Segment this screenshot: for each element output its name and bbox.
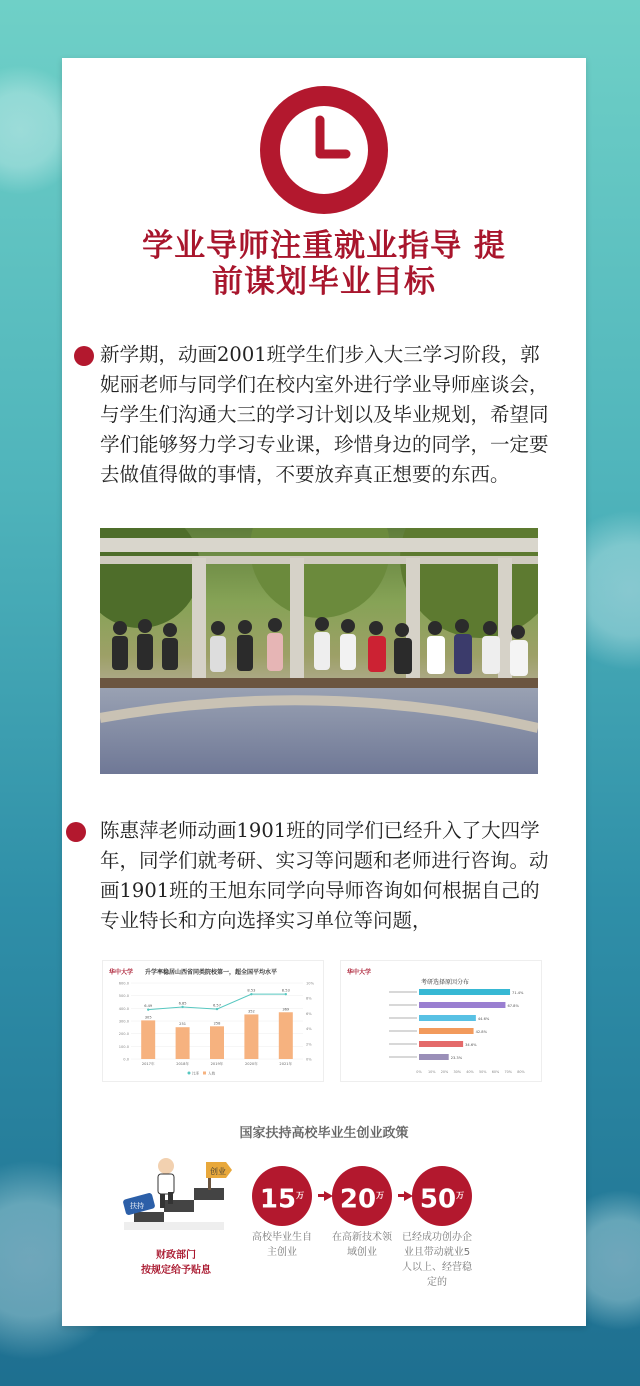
chart-left-y2-tick: 8% [306, 996, 312, 1001]
chart-left-y2-tick: 6% [306, 1011, 312, 1016]
sign-label: 创业 [210, 1167, 226, 1176]
chart-left-logo: 华中大学 [109, 969, 134, 976]
chart-left-bar [141, 1020, 155, 1059]
policy-caption-15: 高校毕业生自主创业 [252, 1232, 312, 1258]
chart-right-x-tick: 30% [453, 1070, 462, 1074]
policy-left-caption-line-2: 按规定给予贴息 [141, 1265, 211, 1276]
chart-left-line-point [147, 1008, 149, 1010]
chart-left-bar-label: 352 [247, 1009, 255, 1014]
policy-caption-50: 已经成功创办企业且带动就业5人以上、经营稳定的 [402, 1232, 472, 1288]
chart-left-line-label: 6.57 [212, 1003, 222, 1008]
chart-left-y2-tick: 0% [306, 1057, 312, 1062]
chart-right-x-tick: 20% [440, 1070, 449, 1074]
bullet-dot-1 [74, 346, 94, 366]
chart-left-line-label: 6.49 [144, 1004, 153, 1009]
paragraph-1: 新学期，动画2001班学生们步入大三学习阶段，郭妮丽老师与同学们在校内室外进行学业导师座谈会，与学生们沟通大三的学习计划以及毕业规划，希望同学们能够努力学习专业课，珍惜身边的同学，一定要去做值得做的事情，不要放弃真正想要的东西。 [100, 343, 549, 486]
policy-amount-15-unit: 万 [296, 1191, 305, 1200]
chart-left-bar [279, 1012, 293, 1059]
chart-left-x-tick: 2017年 [141, 1062, 155, 1066]
chart-right-title: 考研选择原因分布 [421, 979, 470, 986]
chart-right-bar [419, 1041, 463, 1047]
chart-left-bar [244, 1014, 258, 1059]
chart-right-bar-label: 23.3% [450, 1056, 463, 1060]
chart-right-bar [419, 989, 510, 995]
chart-left-title: 升学率稳居山西省同类院校第一，超全国平均水平 [145, 969, 278, 976]
chart-right-x-tick: 40% [466, 1070, 474, 1074]
chart-left-line-point [181, 1006, 183, 1008]
chart-left-y-tick: 200.0 [118, 1032, 129, 1037]
chart-right-bar-label: 44.6% [477, 1017, 490, 1021]
page-title-line-2: 前谋划毕业目标 [212, 264, 436, 300]
chart-left-line-point [216, 1008, 218, 1010]
chart-left-x-tick: 2020年 [245, 1062, 258, 1066]
policy-left-caption-line-1: 财政部门 [156, 1250, 196, 1261]
chart-right-x-tick: 10% [427, 1070, 436, 1074]
chart-left-line-point [250, 993, 252, 995]
photo-outdoor-seminar [100, 528, 538, 774]
chart-left-bar-label: 369 [282, 1007, 290, 1012]
chart-left-line-label: 6.85 [178, 1001, 187, 1006]
chart-left-y-tick: 400.0 [118, 1006, 129, 1011]
content-card [62, 58, 586, 1326]
rock-label: 扶持 [130, 1202, 144, 1210]
policy-amount-20-number: 20 [339, 1184, 377, 1215]
chart-right-bar-label: 34.6% [465, 1043, 477, 1047]
chart-left-line-label: 8.53 [281, 988, 290, 993]
climbing-person-illustration [114, 1152, 234, 1242]
chart-left-bar-label: 305 [144, 1015, 152, 1020]
chart-right-bar-label: 42.8% [475, 1030, 487, 1034]
chart-right-x-tick: 70% [504, 1070, 513, 1074]
paragraph-2: 陈惠萍老师动画1901班的同学们已经升入了大四学年，同学们就考研、实习等问题和老师进行咨询。动画1901班的王旭东同学向导师咨询如何根据自己的专业特长和方向选择实习单位等问题， [100, 819, 549, 932]
chart-left-bar [176, 1027, 190, 1059]
policy-amount-15-number: 15 [259, 1184, 297, 1215]
policy-amount-20 [332, 1166, 392, 1226]
chart-right-svg [341, 961, 541, 1081]
chart-left-legend-label: 人数 [208, 1071, 216, 1076]
policy-amount-50 [412, 1166, 472, 1226]
chart-right-x-tick: 60% [491, 1070, 500, 1074]
chart-left-bar-label: 258 [213, 1021, 221, 1026]
chart-left-y-tick: 0.0 [123, 1057, 129, 1062]
chart-left-y-tick: 300.0 [118, 1019, 129, 1024]
page-title-line-1: 学业导师注重就业指导 提 [142, 228, 506, 264]
chart-right-bar [419, 1002, 505, 1008]
policy-amount-50-unit: 万 [456, 1191, 465, 1200]
page-title [82, 228, 566, 300]
chart-right-logo: 华中大学 [347, 969, 372, 976]
chart-left-y2-tick: 2% [306, 1042, 312, 1047]
chart-left-bar [210, 1026, 224, 1059]
chart-left-legend-label: 比率 [192, 1071, 200, 1076]
chart-left-y-tick: 500.0 [118, 994, 129, 999]
chart-left-svg [103, 961, 323, 1081]
clock-icon [254, 80, 394, 220]
chart-right-bar-label: 71.4% [512, 991, 524, 995]
chart-left-line-label: 8.53 [247, 988, 256, 993]
chart-left-y2-tick: 4% [306, 1027, 312, 1032]
bullet-dot-2 [66, 822, 86, 842]
chart-enrollment-panel [102, 960, 324, 1082]
chart-right-x-tick: 80% [517, 1070, 525, 1074]
chart-left-bar-label: 251 [179, 1022, 187, 1027]
chart-right-bar [419, 1015, 476, 1021]
policy-amount-15 [252, 1166, 312, 1226]
policy-caption-20: 在高新技术领域创业 [332, 1232, 392, 1258]
policy-left-caption [126, 1248, 226, 1278]
chart-right-bar-label: 67.8% [507, 1004, 519, 1008]
chart-right-bar [419, 1028, 474, 1034]
chart-left-y-tick: 600.0 [118, 981, 129, 986]
chart-reason-panel [340, 960, 542, 1082]
chart-left-legend-swatch-line [188, 1072, 191, 1075]
photo-illustration [100, 528, 538, 774]
chart-left-x-tick: 2019年 [210, 1062, 224, 1066]
policy-title: 国家扶持高校毕业生创业政策 [239, 1126, 409, 1141]
chart-left-line-point [285, 993, 287, 995]
chart-left-x-tick: 2018年 [176, 1062, 189, 1066]
chart-left-y-tick: 100.0 [118, 1044, 129, 1049]
chart-left-legend-swatch-bar [203, 1072, 206, 1075]
chart-left-x-tick: 2021年 [279, 1062, 293, 1066]
chart-right-bar [419, 1054, 449, 1060]
chart-left-y2-tick: 10% [306, 981, 314, 986]
chart-right-x-tick: 50% [478, 1070, 487, 1074]
policy-amount-50-number: 50 [419, 1184, 457, 1215]
chart-right-x-tick: 0% [416, 1070, 422, 1074]
policy-amount-20-unit: 万 [376, 1191, 385, 1200]
